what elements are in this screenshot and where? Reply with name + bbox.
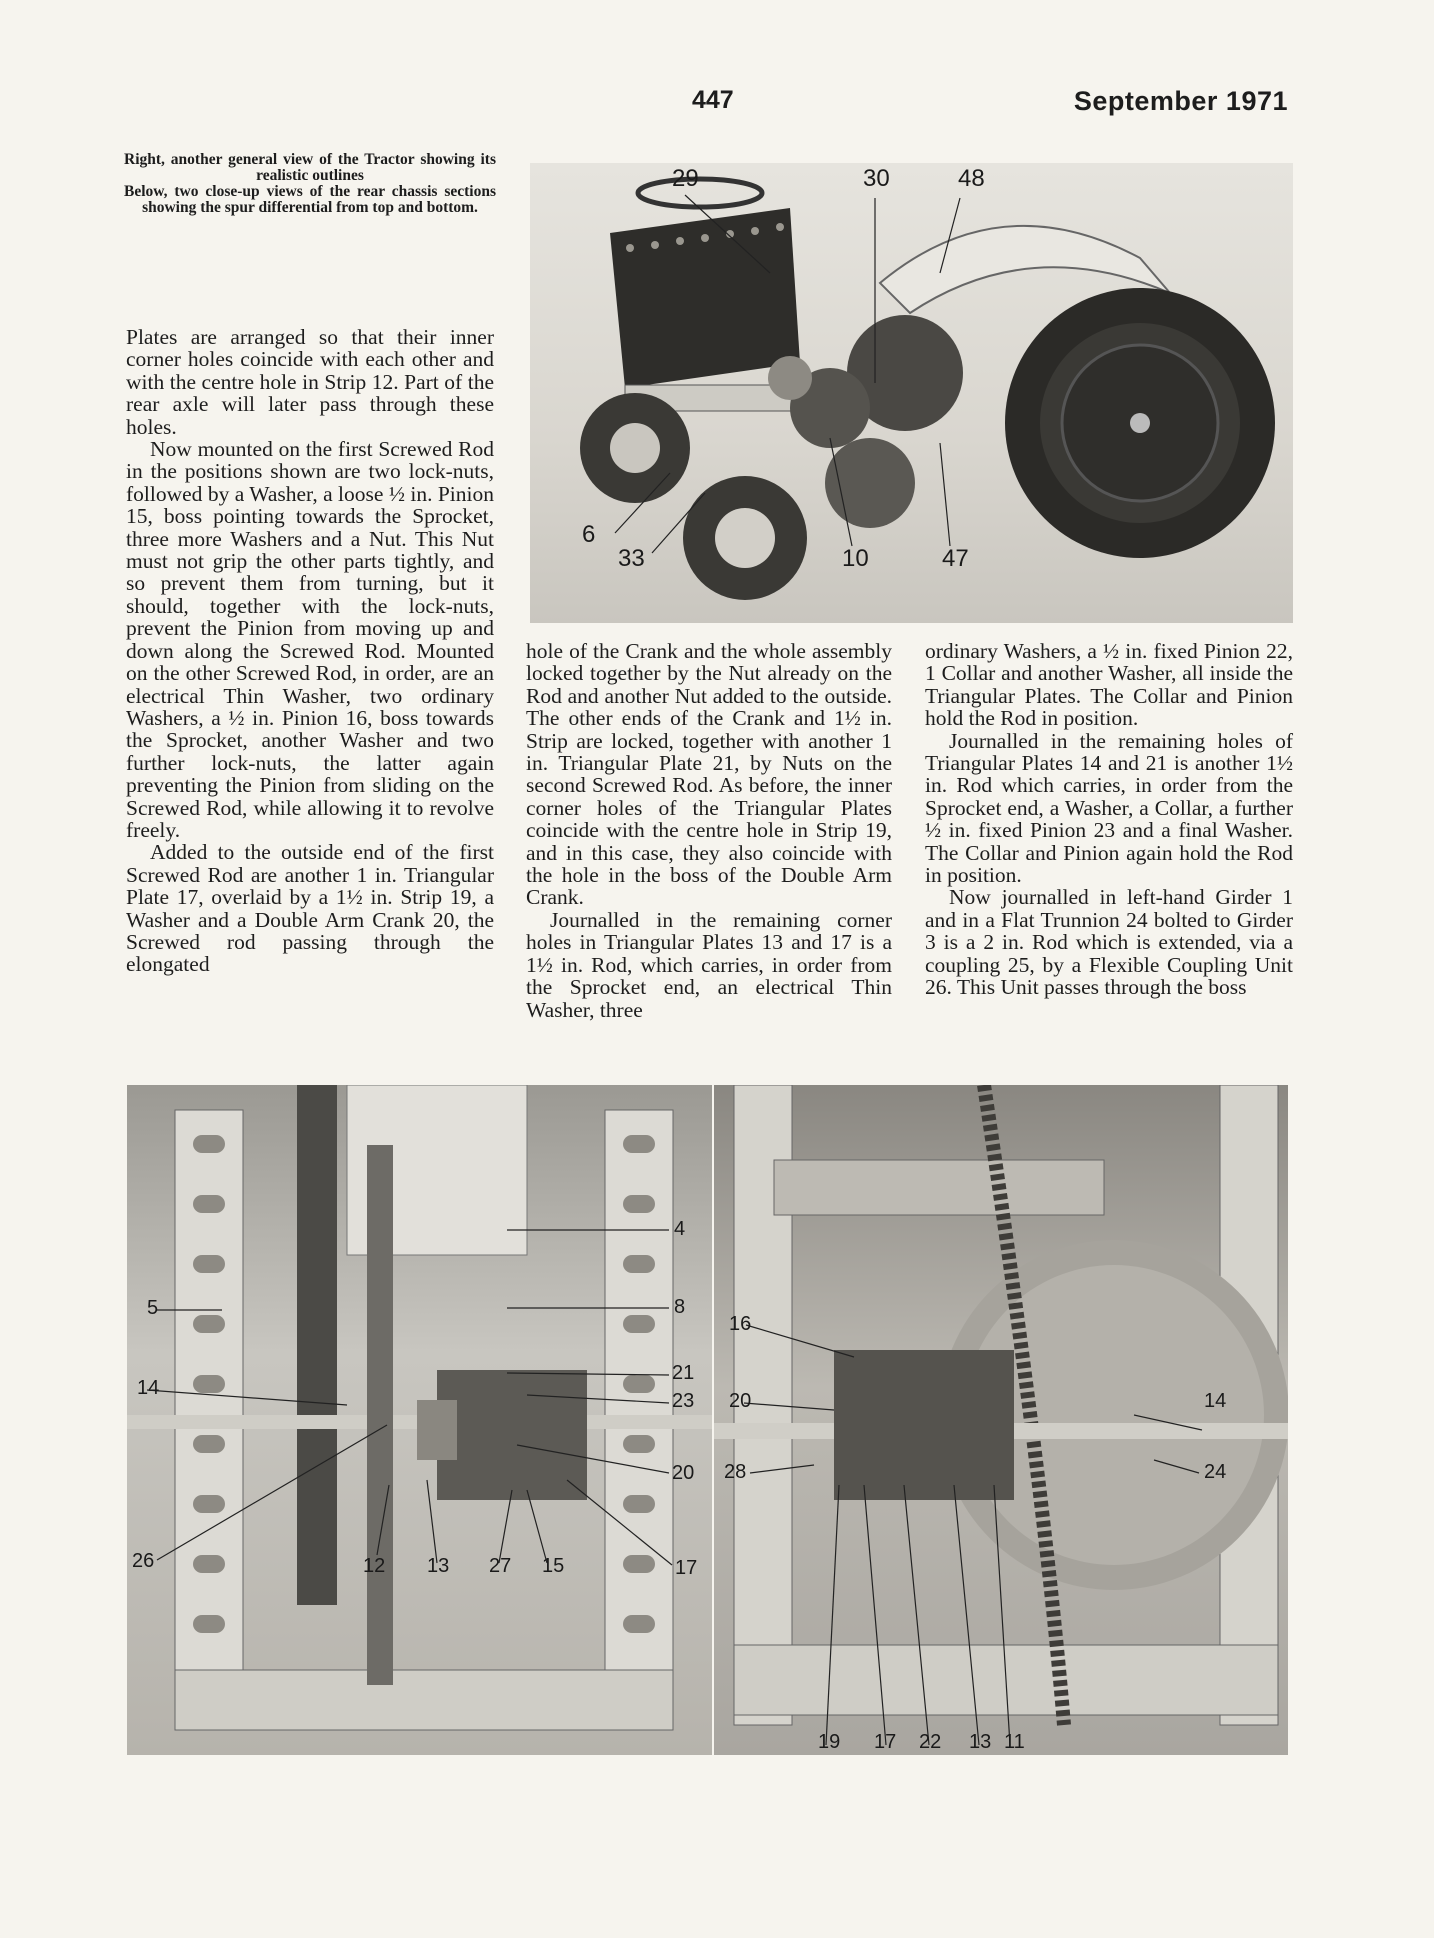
callout-4: 4 xyxy=(674,1218,686,1240)
callout-5: 5 xyxy=(147,1297,159,1319)
paragraph: ordinary Washers, a ½ in. fixed Pinion 22, 1 Collar and another Washer, all inside the Triangular Plates. The Collar and Pinion hold the Rod in position. xyxy=(925,639,1293,731)
caption-line-1: Right, another general view of the Tractor showing its realistic outlines xyxy=(124,151,496,184)
callout-14: 14 xyxy=(1204,1390,1227,1412)
callout-20: 20 xyxy=(672,1462,695,1484)
callout-17: 17 xyxy=(675,1557,698,1579)
callout-27: 27 xyxy=(489,1555,512,1577)
callout-14: 14 xyxy=(137,1377,160,1399)
callout-23: 23 xyxy=(672,1390,695,1412)
text-column-2 xyxy=(526,640,892,1021)
photo-caption xyxy=(124,152,496,216)
paragraph: Now mounted on the first Screwed Rod in the positions shown are two lock-nuts, followed by a Washer, a loose ½ in. Pinion 15, boss pointing towards the Sprocket, three more Washers and a Nut. This Nut must not grip the other parts tightly, and so prevent them from turning, but it should, together with the lock-nuts, prevent the Pinion from moving up and down along the Screwed Rod. Mounted on the other Screwed Rod, in order, are an electrical Thin Washer, two ordinary Washers, a ½ in. Pinion 16, boss towards the Sprocket, another Washer and two further lock-nuts, the latter again preventing the Pinion from sliding on the Screwed Rod, while allowing it to revolve freely. xyxy=(126,437,494,842)
callout-28: 28 xyxy=(724,1461,747,1483)
callout-13: 13 xyxy=(427,1555,450,1577)
callout-26: 26 xyxy=(132,1550,155,1572)
callout-6: 6 xyxy=(582,521,596,548)
issue-date: September 1971 xyxy=(1073,86,1288,116)
paragraph: hole of the Crank and the whole assembly locked together by the Nut already on the Rod and another Nut added to the outside. The other ends of the Crank and 1½ in. Strip are locked, together with another 1 in. Triangular Plate 21, by Nuts on the second Screwed Rod. As before, the inner corner holes of the Triangular Plates coincide with the centre hole in Strip 19, and in this case, they also coincide with the hole in the boss of the Double Arm Crank. xyxy=(526,639,892,910)
paragraph: Plates are arranged so that their inner corner holes coincide with each other and with the centre hole in Strip 12. Part of the rear axle will later pass through these holes. xyxy=(126,325,494,439)
tractor-photo xyxy=(530,163,1293,623)
callout-21: 21 xyxy=(672,1362,695,1384)
chassis-top-view-photo xyxy=(127,1085,712,1755)
callout-30: 30 xyxy=(863,165,890,192)
callout-33: 33 xyxy=(618,545,645,572)
caption-line-2: Below, two close-up views of the rear chassis sections showing the spur differential from top and bottom. xyxy=(124,183,496,216)
paragraph: Now journalled in left-hand Girder 1 and in a Flat Trunnion 24 bolted to Girder 3 is a 2 in. Rod which is extended, via a coupling 25, by a Flexible Coupling Unit 26. This Unit passes through the boss xyxy=(925,885,1293,1000)
callout-8: 8 xyxy=(674,1296,686,1318)
callout-13: 13 xyxy=(969,1731,992,1753)
page-number: 447 xyxy=(692,86,734,114)
callout-48: 48 xyxy=(958,165,985,192)
callout-20: 20 xyxy=(729,1390,752,1412)
text-column-1 xyxy=(126,326,494,976)
callout-15: 15 xyxy=(542,1555,565,1577)
chassis-top-illustration xyxy=(127,1085,712,1755)
callout-17: 17 xyxy=(874,1731,897,1753)
callout-12: 12 xyxy=(363,1555,386,1577)
callout-11: 11 xyxy=(1004,1731,1025,1753)
callout-47: 47 xyxy=(942,545,969,572)
chassis-bottom-view-photo xyxy=(714,1085,1288,1755)
text-column-3 xyxy=(925,640,1293,999)
paragraph: Added to the outside end of the first Screwed Rod are another 1 in. Triangular Plate 17, overlaid by a 1½ in. Strip 19, a Washer and a Double Arm Crank 20, the Screwed rod passing through the elongated xyxy=(126,840,494,977)
paragraph: Journalled in the remaining corner holes in Triangular Plates 13 and 17 is a 1½ in. Rod, which carries, in order from the Sprocket end, an electrical Thin Washer, three xyxy=(526,907,892,1022)
paragraph: Journalled in the remaining holes of Triangular Plates 14 and 21 is another 1½ in. Rod which carries, in order from the Sprocket end, a Washer, a Collar, a further ½ in. fixed Pinion 23 and a final Washer. The Collar and Pinion again hold the Rod in position. xyxy=(925,728,1293,888)
chassis-bottom-illustration xyxy=(714,1085,1288,1755)
callout-19: 19 xyxy=(818,1731,841,1753)
callout-10: 10 xyxy=(842,545,869,572)
callout-16: 16 xyxy=(729,1313,752,1335)
callout-24: 24 xyxy=(1204,1461,1227,1483)
callout-22: 22 xyxy=(919,1731,942,1753)
callout-29: 29 xyxy=(672,165,699,192)
